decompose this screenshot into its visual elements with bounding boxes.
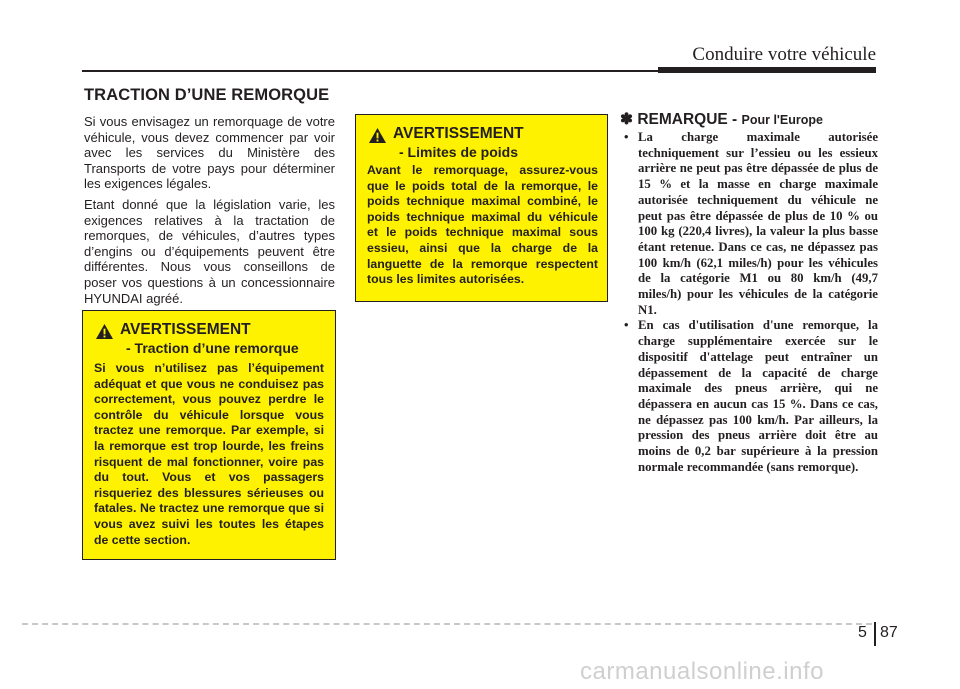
page-number-divider bbox=[874, 622, 876, 646]
note-region: Pour l'Europe bbox=[741, 113, 823, 127]
note-symbol-icon: ✽ bbox=[620, 111, 633, 128]
note-title-text: REMARQUE - bbox=[637, 111, 742, 128]
page-header-title: Conduire votre véhicule bbox=[692, 44, 876, 65]
list-item: • La charge maximale autorisée techniquement sur l’essieu ou les essieux arrière ne peut pas être dépassée de plus de 15 % et la masse en charge maximale autorisée techniquement du véhicule ne peut pas être dépassée de plus de 10 % ou 100 kg (220,4 livres), la valeur la plus basse étant retenue. Dans ce cas, ne dépassez pas 100 km/h (62,1 miles/h) pour les véhicules de la catégorie M1 ou 80 km/h (49,7 miles/h) pour les véhicules de la catégorie N1. bbox=[620, 130, 878, 318]
warning-subtitle: - Traction d’une remorque bbox=[126, 340, 299, 356]
footer-rule bbox=[22, 623, 872, 625]
header-rule-accent bbox=[658, 67, 876, 73]
section-number: 5 bbox=[858, 624, 867, 641]
warning-subtitle: - Limites de poids bbox=[399, 144, 519, 160]
warning-triangle-icon bbox=[95, 323, 114, 340]
header-rule bbox=[82, 70, 658, 72]
warning-box-weight bbox=[355, 114, 608, 302]
warning-box-trailer bbox=[82, 310, 336, 560]
warning-title: AVERTISSEMENT bbox=[393, 125, 524, 142]
watermark: carmanualsonline.info bbox=[580, 658, 824, 685]
page-number: 87 bbox=[880, 624, 898, 641]
warning-text: Avant le remorquage, assurez-vous que le poids total de la remorque, le poids technique maximal combiné, le poids technique maximal du véhicule et le poids technique maximal sous essieu, ainsi que la charge de la languette de la remorque respectent tous les limites autorisées. bbox=[367, 163, 598, 287]
section-title: TRACTION D’UNE REMORQUE bbox=[84, 86, 330, 104]
intro-text bbox=[84, 114, 335, 311]
warning-text: Si vous n’utilisez pas l’équipement adéquat et que vous ne conduisez pas correctement, vous pouvez perdre le contrôle du véhicule lorsque vous tractez une remorque. Par exemple, si la remorque est trop lourde, les freins risquent de mal fonctionner, voire pas du tout. Vous et vos passagers risqueriez des blessures sérieuses ou fatales. Ne tractez une remorque que si vous avez suivi les toutes les étapes de cette section. bbox=[94, 361, 324, 547]
warning-header bbox=[368, 125, 524, 161]
note-list bbox=[620, 130, 878, 475]
intro-paragraph: Etant donné que la législation varie, les exigences relatives à la tractation de remorques, de véhicules, d’autres types d’engins ou d’équipements peuvent être différentes. Nous vous conseillons de poser vos questions à un concessionnaire HYUNDAI agréé. bbox=[84, 196, 335, 306]
warning-triangle-icon bbox=[368, 127, 387, 144]
warning-header bbox=[95, 321, 299, 357]
note-title bbox=[620, 110, 823, 129]
warning-title: AVERTISSEMENT bbox=[120, 321, 251, 338]
list-item: • En cas d'utilisation d'une remorque, la charge supplémentaire exercée sur le dispositif d'attelage peut entraîner un dépassement de la capacité de charge maximale des pneus arrière, qui ne dépassera en aucun cas 15 %. Dans ce cas, ne dépassez pas 100 km/h. Par ailleurs, la pression des pneus arrière doit être au moins de 0,2 bar supérieure à la pression normale recommandée (sans remorque). bbox=[620, 318, 878, 475]
intro-paragraph: Si vous envisagez un remorquage de votre véhicule, vous devez commencer par voir avec les services du Ministère des Transports de votre pays pour déterminer les exigences légales. bbox=[84, 114, 335, 192]
